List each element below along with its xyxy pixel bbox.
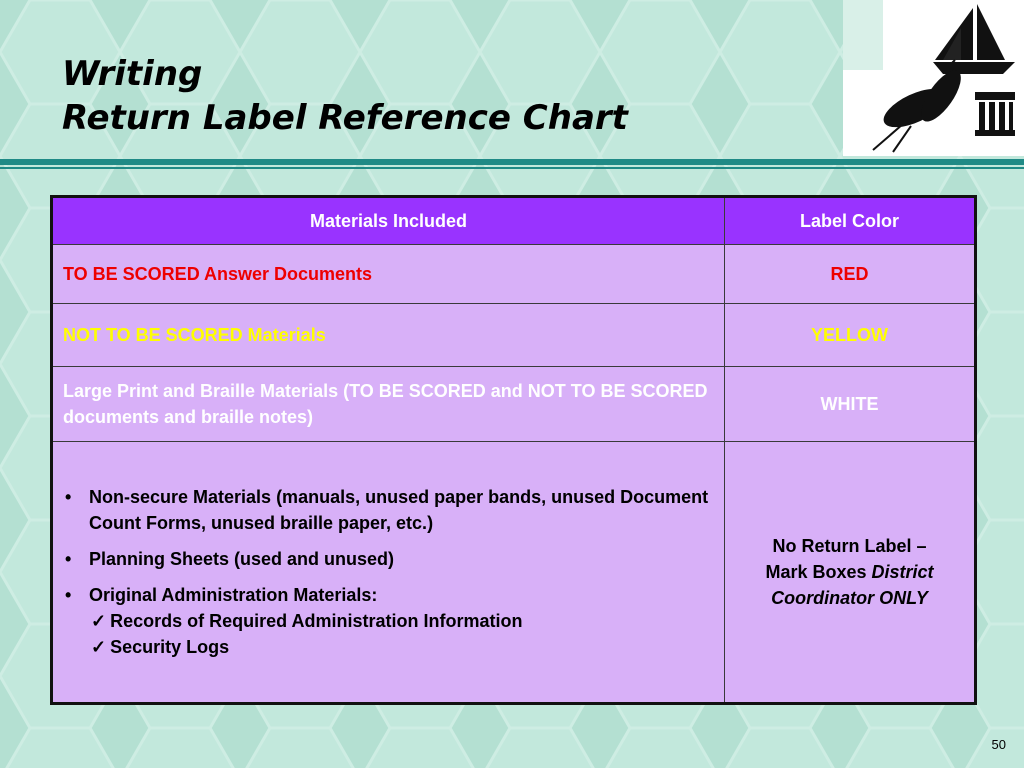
list-item (89, 546, 714, 572)
title-divider (0, 159, 1024, 165)
check-text: Records of Required Administration Information (110, 611, 523, 632)
column-header-label-color: Label Color (725, 197, 976, 245)
check-text: Security Logs (110, 637, 230, 658)
page-number: 50 (991, 737, 1006, 752)
label-color-cell-note (725, 442, 976, 704)
material-cell-list (52, 442, 725, 704)
coordinator-text: District Coordinator ONLY (771, 561, 934, 609)
column-header-materials: Materials Included (52, 197, 725, 245)
no-label-text: No Return Label – (772, 535, 927, 556)
material-bullet-list (63, 484, 714, 661)
table-row (52, 304, 976, 367)
title-divider-thin (0, 167, 1024, 169)
title-line-2: Return Label Reference Chart (62, 98, 628, 139)
checkmark-icon: ✓ (91, 637, 107, 658)
label-color-cell: WHITE (725, 367, 976, 442)
table-row (52, 367, 976, 442)
material-cell: Large Print and Braille Materials (TO BE SCORED and NOT TO BE SCORED documents and braille notes) (52, 367, 725, 442)
bullet-text: Original Administration Materials: (89, 585, 378, 605)
label-color-cell: RED (725, 245, 976, 304)
bullet-text: Non-secure Materials (manuals, unused paper bands, unused Document Count Forms, unused braille paper, etc.) (89, 486, 709, 533)
slide-title (62, 52, 628, 140)
corner-illustration (843, 0, 1024, 156)
title-line-1: Writing (62, 54, 203, 94)
bullet-text: Planning Sheets (used and unused) (89, 548, 395, 569)
mark-boxes-text: Mark Boxes (765, 561, 867, 582)
checkmark-icon: ✓ (91, 611, 107, 632)
column-icon (975, 92, 1015, 136)
list-item (89, 582, 714, 660)
material-cell: TO BE SCORED Answer Documents (52, 245, 725, 304)
check-item (89, 608, 714, 634)
list-item (89, 484, 714, 536)
table-row (52, 245, 976, 304)
return-label-table (50, 195, 977, 705)
label-color-cell: YELLOW (725, 304, 976, 367)
moth-icon (873, 60, 968, 152)
table-row (52, 442, 976, 704)
check-item (89, 634, 714, 660)
material-cell: NOT TO BE SCORED Materials (52, 304, 725, 367)
table-header-row (52, 197, 976, 245)
